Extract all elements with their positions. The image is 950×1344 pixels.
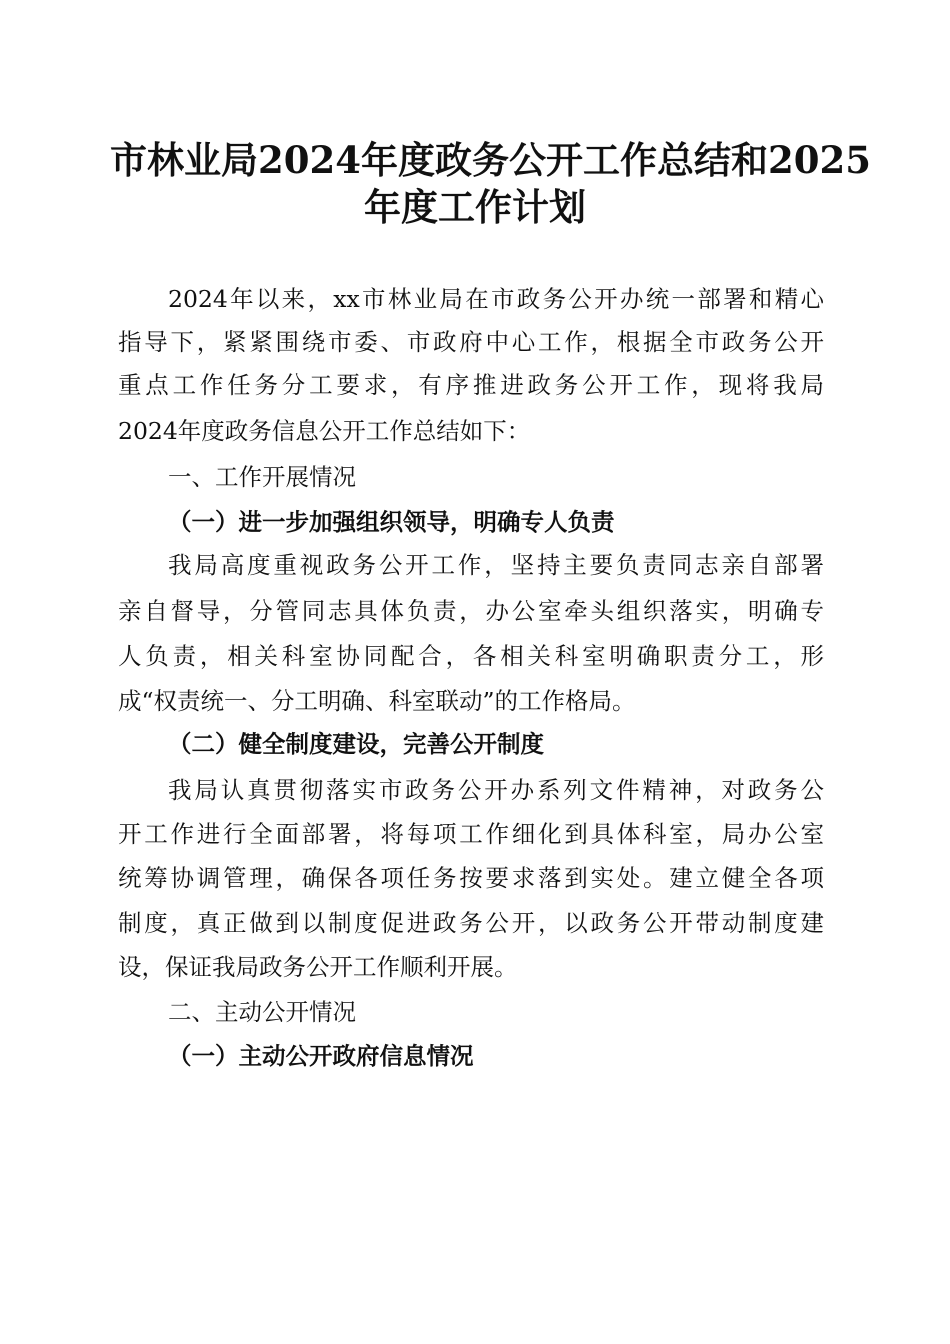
section-1-sub-2-line-2: 开工作进行全面部署，将每项工作细化到具体科室，局办公室	[118, 820, 824, 848]
section-1-sub-1-line-4: 成“权责统一、分工明确、科室联动”的工作格局。	[118, 687, 636, 715]
intro-line-4: 2024年度政务信息公开工作总结如下：	[118, 417, 531, 445]
section-1-sub-2-heading: （二）健全制度建设，完善公开制度	[168, 730, 544, 758]
section-1-sub-1-line-3: 人负责，相关科室协同配合，各相关科室明确职责分工，形	[118, 642, 824, 670]
section-1-sub-1-line-2: 亲自督导，分管同志具体负责，办公室牵头组织落实，明确专	[118, 597, 824, 625]
intro-line-3: 重点工作任务分工要求，有序推进政务公开工作，现将我局	[118, 371, 824, 399]
document-title-line-2: 年度工作计划	[364, 185, 586, 229]
section-1-sub-1-heading: （一）进一步加强组织领导，明确专人负责	[168, 508, 615, 536]
intro-line-1: 2024年以来，xx市林业局在市政务公开办统一部署和精心	[168, 285, 824, 313]
document-title-line-1: 市林业局2024年度政务公开工作总结和2025	[110, 138, 871, 182]
section-1-sub-2-line-1: 我局认真贯彻落实市政务公开办系列文件精神，对政务公	[168, 776, 824, 804]
section-1-sub-2-line-4: 制度，真正做到以制度促进政务公开，以政务公开带动制度建	[118, 909, 824, 937]
section-2-sub-1-heading: （一）主动公开政府信息情况	[168, 1042, 474, 1070]
section-1-sub-2-line-5: 设，保证我局政务公开工作顺利开展。	[118, 953, 518, 981]
section-1-heading: 一、工作开展情况	[168, 463, 356, 491]
intro-line-2: 指导下，紧紧围绕市委、市政府中心工作，根据全市政务公开	[118, 328, 824, 356]
section-1-sub-1-line-1: 我局高度重视政务公开工作，坚持主要负责同志亲自部署	[168, 551, 824, 579]
section-2-heading: 二、主动公开情况	[168, 998, 356, 1026]
section-1-sub-2-line-3: 统筹协调管理，确保各项任务按要求落到实处。建立健全各项	[118, 864, 824, 892]
